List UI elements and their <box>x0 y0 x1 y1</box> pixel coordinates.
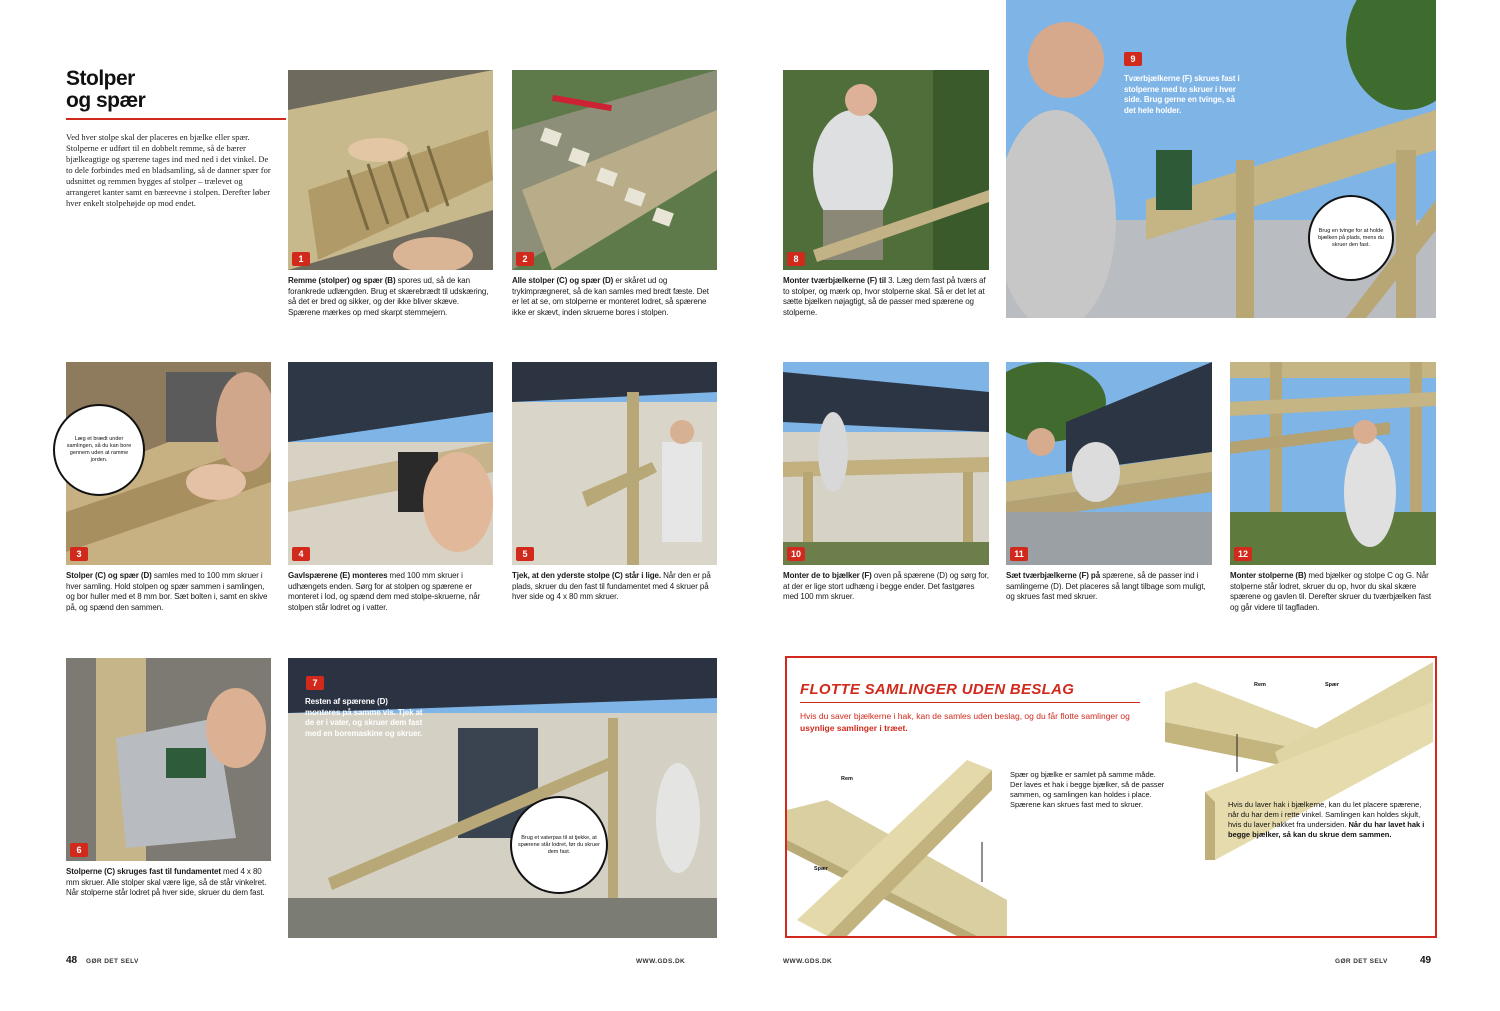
photo-step-11 <box>1006 362 1212 565</box>
step-6-caption: Stolperne (C) skruges fast til fundamentet med 4 x 80 mm skruer. Alle stolper skal være lige, så de står vinkelret. Når stolperne står lodret på hver side, skruer du dem fast. <box>66 867 267 897</box>
step-number: 10 <box>787 547 805 561</box>
step-11-caption: Sæt tværbjælkerne (F) på spærene, så de passer ind i samlingerne (D). Det placeres så langt tilbage som muligt, og skrues fast med skruer. <box>1006 571 1206 601</box>
step-number: 6 <box>70 843 88 857</box>
step-number: 5 <box>516 547 534 561</box>
sidebar-title: FLOTTE SAMLINGER UDEN BESLAG <box>800 681 1075 698</box>
tip-bubble: Brug en tvinge for at holde bjælken på plads, mens du skruer den fast. <box>1308 195 1394 281</box>
step-number: 9 <box>1124 52 1142 66</box>
footer-web-left: WWW.GDS.DK <box>636 958 686 965</box>
step-number: 3 <box>70 547 88 561</box>
step-8-caption: Monter tværbjælkerne (F) til 3. Læg dem fast på tværs af to stolper, og mærk op, hvor stolperne skal. Så er det let at sætte bjælken nøjagtigt, så de passer med spærene og stolperne. <box>783 276 986 317</box>
page-number-left: 48 <box>66 955 78 966</box>
step-10-caption: Monter de to bjælker (F) oven på spærene (D) og sørg for, at der er lige stort udhæng i begge ender. Det fastgøres med 100 mm skruer. <box>783 571 989 601</box>
step-number: 11 <box>1010 547 1028 561</box>
photo-step-1 <box>288 70 493 270</box>
label-spaer-2: Spær <box>1325 682 1340 688</box>
step-2-caption: Alle stolper (C) og spær (D) er skåret ud og trykimprægneret, så de kan samles med bredt fæste. Det er let at se, om stolperne er monteret lodret, så spærene ikke er skævt, inden skruerne bores i stolpen. <box>512 276 709 317</box>
article-title: Stolper og spær <box>66 67 146 112</box>
intro-text: Ved hver stolpe skal der placeres en bjælke eller spær. Stolperne er udført til en dobbelt remme, så de bærer bjælkeagtige og spærene tages ind med ned i det vinkel. De to dele forbindes med en bladsamling, så de danner spær for udsnittet og remmen bygges af stolper – trælevet og arrangeret kanter samt en bæreevne i stolpen. Derefter løber hver enkelt stolpehøjde op mod endet. <box>66 132 271 208</box>
label-rem: Rem <box>841 776 853 782</box>
photo-step-12 <box>1230 362 1436 565</box>
sidebar-text-2: Hvis du laver hak i bjælkerne, kan du let placere spærene, når du har dem i rette vinkel. Samlingen kan holdes skjult, hvis du laver hakket fra undersiden. Når du har lavet hak i begge bjælker, så kan du skrue dem sammen. <box>1228 800 1425 839</box>
sidebar-lead: Hvis du saver bjælkerne i hak, kan de samles uden beslag, og du får flotte samlinger og usynlige samlinger i træet. <box>800 711 1130 733</box>
page-number-right: 49 <box>1420 955 1432 966</box>
step-5-caption: Tjek, at den yderste stolpe (C) står i lige. Når den er på plads, skruer du den fast til fundamentet med 4 skruer på hver side og 4 x 80 mm skruer. <box>512 571 711 601</box>
step-number: 12 <box>1234 547 1252 561</box>
sidebar-divider <box>800 702 1140 703</box>
photo-step-2 <box>512 70 717 270</box>
step-12-caption: Monter stolperne (B) med bjælker og stolpe C og G. Når stolperne står lodret, skruer du op, hvor du skal skære spærene og gavlen til. Derefter skruer du tværbjælken fast og går videre til tagfladen. <box>1230 571 1431 612</box>
photo-step-5 <box>512 362 717 565</box>
photo-step-4 <box>288 362 493 565</box>
photo-step-10 <box>783 362 989 565</box>
sidebar-text-1: Spær og bjælke er samlet på samme måde. Der laves et hak i begge bjælker, så de passer sammen, og samlingen kan holdes i place. Spærene kan skrues fast med to skruer. <box>1010 770 1165 809</box>
cross-joint-illustration <box>787 750 1007 936</box>
footer-brand-left: GØR DET SELV <box>86 958 139 965</box>
step-number: 2 <box>516 252 534 266</box>
tip-bubble: Brug et vaterpas til at tjekke, at spærene står lodret, før du skruer dem fast. <box>510 796 608 894</box>
title-divider <box>66 118 286 120</box>
label-spaer: Spær <box>814 866 829 872</box>
photo-step-8 <box>783 70 989 270</box>
footer-brand-right: GØR DET SELV <box>1335 958 1388 965</box>
photo-step-6 <box>66 658 271 861</box>
step-7-caption: Resten af spærene (D) monteres på samme vis. Tjek at de er i vater, og skruer dem fast med en boremaskine og skruer. <box>305 697 423 738</box>
step-number: 7 <box>306 676 324 690</box>
step-3-caption: Stolper (C) og spær (D) samles med to 100 mm skruer i hver samling. Hold stolpen og spær sammen i samlingen, og bor huller med et 8 mm bor. Sæt bolten i, samt en skive på, og spænd den sammen. <box>66 571 268 612</box>
step-1-caption: Remme (stolper) og spær (B) spores ud, så de kan forankrede udlængden. Brug et skærebrædt til udskæring, så det er bred og sikker, og der ikke bliver skæve. Spærene mærkes op med skarpt stemmejern. <box>288 276 489 317</box>
tip-bubble: Læg et brædt under samlingen, så du kan bore gennem uden at ramme jorden. <box>53 404 145 496</box>
step-number: 4 <box>292 547 310 561</box>
step-number: 8 <box>787 252 805 266</box>
footer-web-right: WWW.GDS.DK <box>783 958 833 965</box>
step-4-caption: Gavlspærene (E) monteres med 100 mm skruer i udhængets enden. Sørg for at stolpen og spærene er monteret i lod, og spænd dem med stolpe-skruerne, når stolpen står lodret og i vatter. <box>288 571 481 612</box>
step-9-caption: Tværbjælkerne (F) skrues fast i stolperne med to skruer i hver side. Brug gerne en tvinge, så det hele holder. <box>1124 74 1240 115</box>
label-rem-2: Rem <box>1254 682 1266 688</box>
step-number: 1 <box>292 252 310 266</box>
